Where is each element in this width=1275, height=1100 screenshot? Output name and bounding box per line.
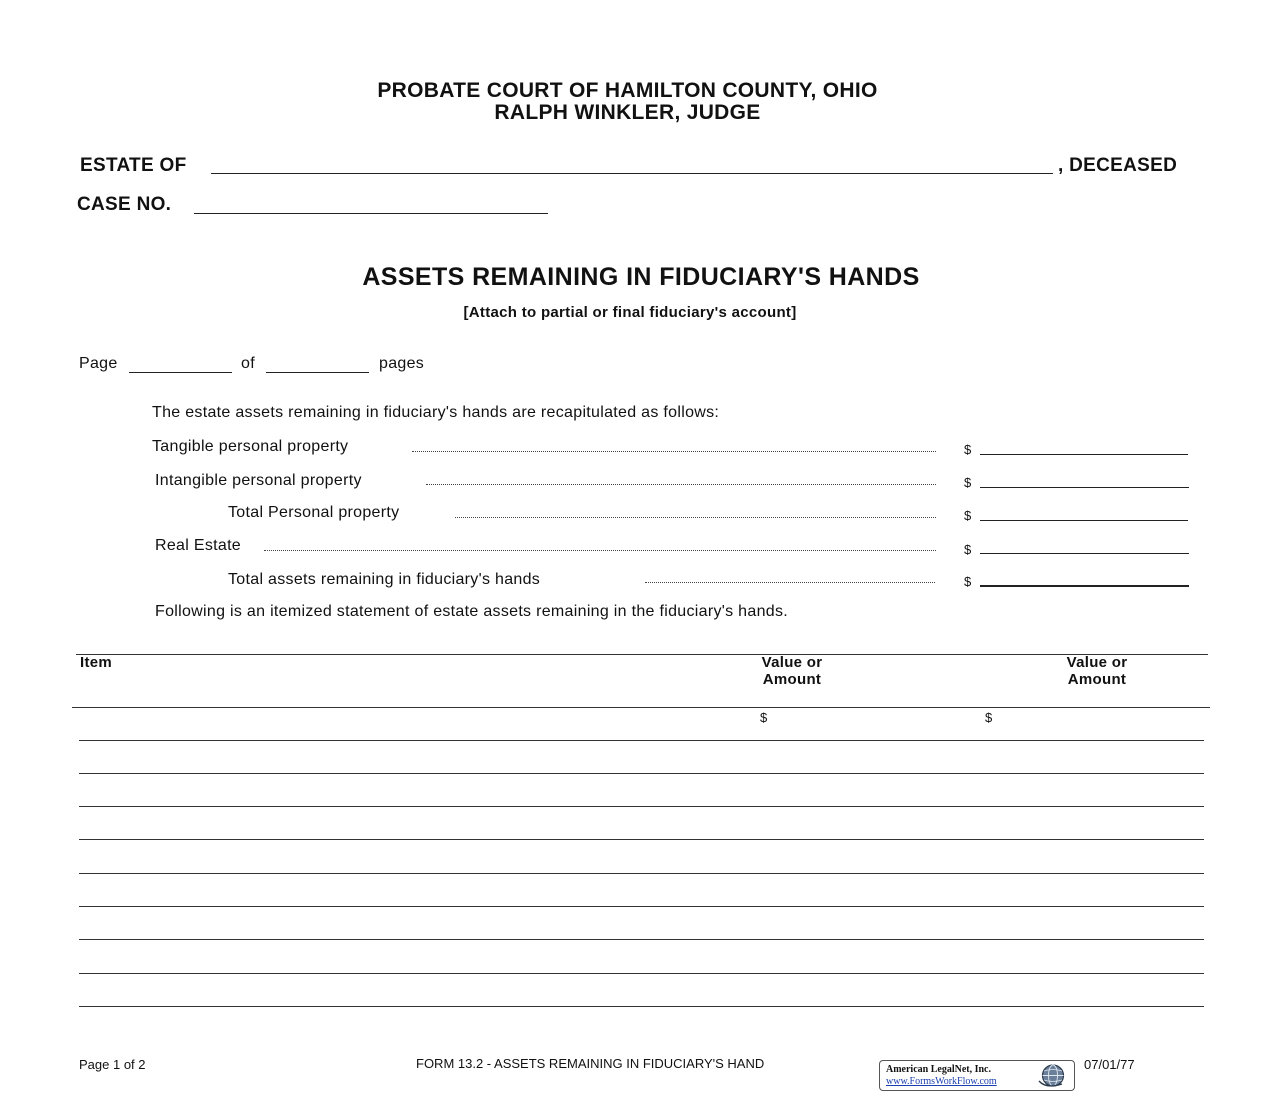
currency-symbol: $: [964, 442, 972, 457]
table-row[interactable]: [79, 740, 1204, 741]
judge-name: RALPH WINKLER, JUDGE: [494, 101, 761, 124]
table-row[interactable]: [79, 1006, 1204, 1007]
page-number-field[interactable]: [129, 372, 232, 373]
court-name: PROBATE COURT OF HAMILTON COUNTY, OHIO: [377, 79, 878, 102]
table-row[interactable]: [79, 806, 1204, 807]
table-row[interactable]: [79, 973, 1204, 974]
estate-label: ESTATE OF: [80, 155, 187, 176]
recap-label-tangible: Tangible personal property: [152, 438, 349, 455]
recap-value-intangible[interactable]: [980, 487, 1189, 488]
footer-form-name: FORM 13.2 - ASSETS REMAINING IN FIDUCIARY'S HAND: [416, 1056, 765, 1071]
table-row[interactable]: [79, 906, 1204, 907]
leader-dots: [455, 517, 936, 518]
table-row[interactable]: [79, 773, 1204, 774]
recap-value-total-assets[interactable]: [980, 585, 1189, 587]
estate-name-field[interactable]: [211, 173, 1053, 174]
col-header-value-1: Value or Amount: [761, 654, 823, 688]
recap-label-intangible: Intangible personal property: [155, 472, 362, 489]
footer-page: Page 1 of 2: [79, 1057, 146, 1072]
currency-symbol: $: [760, 710, 768, 725]
page-label: Page: [79, 355, 118, 372]
logo-company-name: American LegalNet, Inc.: [886, 1064, 991, 1075]
table-row[interactable]: [79, 873, 1204, 874]
currency-symbol: $: [964, 475, 972, 490]
case-label: CASE NO.: [77, 194, 172, 215]
currency-symbol: $: [964, 574, 972, 589]
col-header-item: Item: [80, 654, 113, 671]
col-header-value-2: Value or Amount: [1066, 654, 1128, 688]
recap-value-total-personal[interactable]: [980, 520, 1188, 521]
recap-intro: The estate assets remaining in fiduciary's hands are recapitulated as follows:: [152, 404, 720, 421]
case-number-field[interactable]: [194, 213, 548, 214]
recap-label-real-estate: Real Estate: [155, 537, 242, 554]
of-label: of: [241, 355, 255, 372]
recap-value-real-estate[interactable]: [980, 553, 1189, 554]
currency-symbol: $: [985, 710, 993, 725]
footer-date: 07/01/77: [1084, 1057, 1135, 1072]
table-row[interactable]: [79, 939, 1204, 940]
globe-icon: [1036, 1063, 1070, 1088]
publisher-logo[interactable]: [879, 1060, 1075, 1091]
itemized-intro: Following is an itemized statement of estate assets remaining in the fiduciary's hands.: [155, 603, 789, 620]
table-top-rule: [76, 654, 1208, 655]
table-header-rule: [72, 707, 1210, 708]
table-row[interactable]: [79, 839, 1204, 840]
pages-label: pages: [379, 355, 425, 372]
leader-dots: [412, 451, 936, 452]
page-count-field[interactable]: [266, 372, 369, 373]
recap-label-total-assets: Total assets remaining in fiduciary's hands: [228, 571, 541, 588]
leader-dots: [264, 550, 936, 551]
leader-dots: [645, 582, 935, 583]
deceased-label: , DECEASED: [1058, 155, 1178, 176]
currency-symbol: $: [964, 508, 972, 523]
recap-label-total-personal: Total Personal property: [228, 504, 400, 521]
currency-symbol: $: [964, 542, 972, 557]
court-header: [0, 80, 1255, 124]
recap-value-tangible[interactable]: [980, 454, 1188, 455]
leader-dots: [426, 484, 936, 485]
form-title: ASSETS REMAINING IN FIDUCIARY'S HANDS: [362, 263, 920, 291]
logo-url-link[interactable]: www.FormsWorkFlow.com: [886, 1076, 997, 1087]
form-subtitle: [Attach to partial or final fiduciary's account]: [463, 304, 797, 321]
